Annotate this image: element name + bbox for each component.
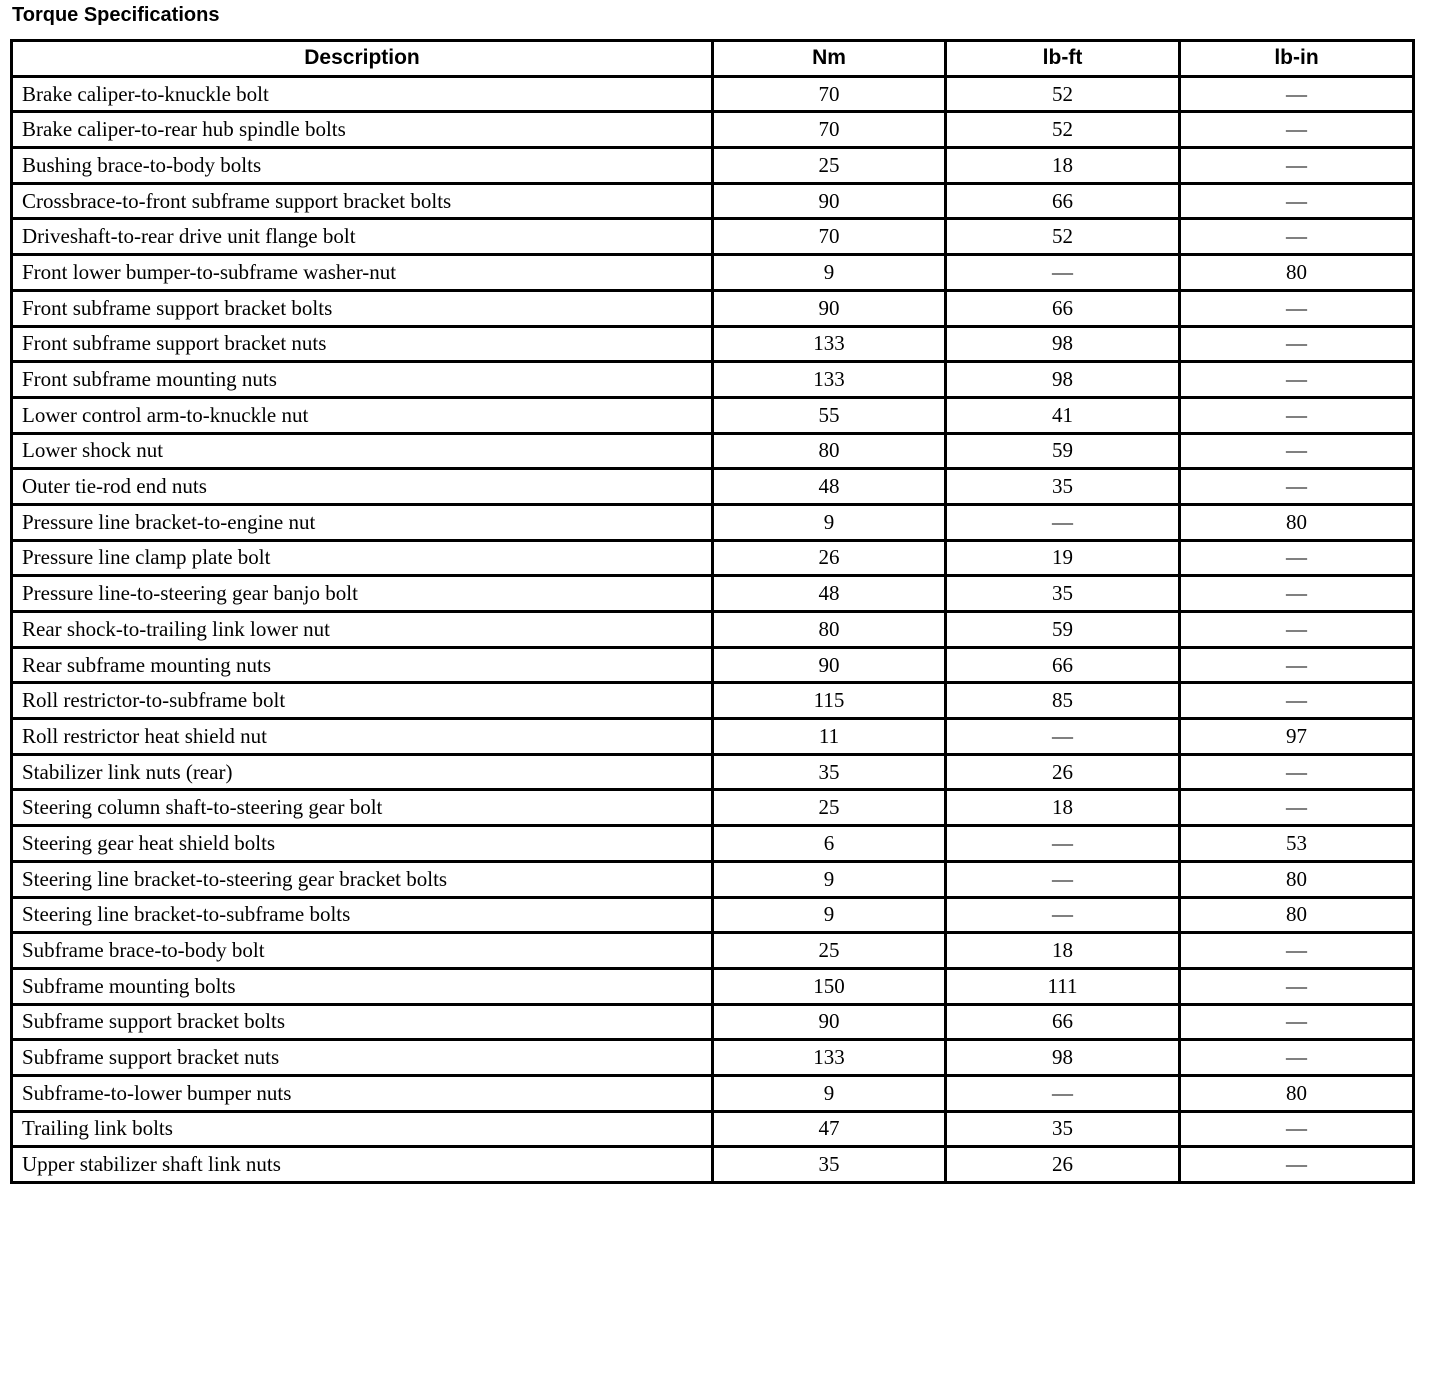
cell-nm: 25 <box>713 148 946 184</box>
cell-description: Steering line bracket-to-subframe bolts <box>12 897 713 933</box>
cell-lbin: 80 <box>1180 861 1414 897</box>
cell-nm: 9 <box>713 861 946 897</box>
cell-description: Outer tie-rod end nuts <box>12 469 713 505</box>
cell-lbin: — <box>1180 1004 1414 1040</box>
table-row <box>12 433 1414 469</box>
cell-description: Front subframe support bracket nuts <box>12 326 713 362</box>
cell-lbft: — <box>946 826 1180 862</box>
cell-description: Front subframe mounting nuts <box>12 362 713 398</box>
cell-lbft: 52 <box>946 76 1180 112</box>
cell-lbft: 98 <box>946 1040 1180 1076</box>
cell-description: Subframe brace-to-body bolt <box>12 933 713 969</box>
cell-description: Brake caliper-to-knuckle bolt <box>12 76 713 112</box>
cell-description: Steering line bracket-to-steering gear bracket bolts <box>12 861 713 897</box>
table-row <box>12 790 1414 826</box>
cell-description: Brake caliper-to-rear hub spindle bolts <box>12 112 713 148</box>
cell-lbin: 80 <box>1180 255 1414 291</box>
cell-description: Crossbrace-to-front subframe support bracket bolts <box>12 183 713 219</box>
cell-description: Roll restrictor-to-subframe bolt <box>12 683 713 719</box>
cell-nm: 35 <box>713 754 946 790</box>
cell-lbin: — <box>1180 1111 1414 1147</box>
cell-description: Pressure line bracket-to-engine nut <box>12 504 713 540</box>
cell-nm: 150 <box>713 968 946 1004</box>
cell-description: Bushing brace-to-body bolts <box>12 148 713 184</box>
cell-lbft: 26 <box>946 1147 1180 1183</box>
cell-description: Subframe mounting bolts <box>12 968 713 1004</box>
table-row <box>12 1040 1414 1076</box>
cell-lbft: 66 <box>946 647 1180 683</box>
table-row <box>12 183 1414 219</box>
cell-lbin: — <box>1180 683 1414 719</box>
cell-description: Front lower bumper-to-subframe washer-nut <box>12 255 713 291</box>
cell-nm: 9 <box>713 897 946 933</box>
cell-description: Trailing link bolts <box>12 1111 713 1147</box>
cell-lbin: — <box>1180 183 1414 219</box>
cell-lbft: — <box>946 1075 1180 1111</box>
header-lbft: lb-ft <box>946 41 1180 77</box>
cell-nm: 48 <box>713 469 946 505</box>
cell-description: Subframe support bracket bolts <box>12 1004 713 1040</box>
cell-description: Subframe-to-lower bumper nuts <box>12 1075 713 1111</box>
cell-nm: 70 <box>713 219 946 255</box>
cell-description: Lower shock nut <box>12 433 713 469</box>
cell-lbft: 59 <box>946 612 1180 648</box>
cell-lbft: 35 <box>946 469 1180 505</box>
table-row <box>12 540 1414 576</box>
table-row <box>12 148 1414 184</box>
cell-nm: 133 <box>713 362 946 398</box>
cell-lbin: 97 <box>1180 719 1414 755</box>
cell-lbft: 52 <box>946 112 1180 148</box>
cell-nm: 55 <box>713 397 946 433</box>
cell-nm: 90 <box>713 290 946 326</box>
cell-description: Rear subframe mounting nuts <box>12 647 713 683</box>
table-row <box>12 647 1414 683</box>
table-row <box>12 76 1414 112</box>
cell-description: Pressure line-to-steering gear banjo bolt <box>12 576 713 612</box>
cell-lbft: 18 <box>946 790 1180 826</box>
cell-nm: 115 <box>713 683 946 719</box>
cell-lbin: — <box>1180 1040 1414 1076</box>
table-row <box>12 1111 1414 1147</box>
cell-lbft: — <box>946 897 1180 933</box>
cell-lbft: — <box>946 255 1180 291</box>
table-row <box>12 933 1414 969</box>
cell-description: Rear shock-to-trailing link lower nut <box>12 612 713 648</box>
cell-nm: 11 <box>713 719 946 755</box>
cell-lbin: — <box>1180 326 1414 362</box>
cell-lbft: 98 <box>946 326 1180 362</box>
table-row <box>12 826 1414 862</box>
cell-nm: 35 <box>713 1147 946 1183</box>
header-row <box>12 41 1414 77</box>
table-row <box>12 968 1414 1004</box>
cell-lbft: 19 <box>946 540 1180 576</box>
cell-lbin: — <box>1180 540 1414 576</box>
cell-nm: 90 <box>713 647 946 683</box>
cell-lbin: 80 <box>1180 897 1414 933</box>
table-row <box>12 1004 1414 1040</box>
table-row <box>12 362 1414 398</box>
cell-lbft: 66 <box>946 1004 1180 1040</box>
cell-lbin: — <box>1180 933 1414 969</box>
cell-nm: 90 <box>713 183 946 219</box>
cell-lbin: — <box>1180 112 1414 148</box>
table-row <box>12 290 1414 326</box>
cell-description: Roll restrictor heat shield nut <box>12 719 713 755</box>
cell-lbin: — <box>1180 469 1414 505</box>
cell-nm: 9 <box>713 504 946 540</box>
cell-description: Driveshaft-to-rear drive unit flange bolt <box>12 219 713 255</box>
cell-lbft: 52 <box>946 219 1180 255</box>
cell-lbft: — <box>946 861 1180 897</box>
header-nm: Nm <box>713 41 946 77</box>
cell-nm: 6 <box>713 826 946 862</box>
table-row <box>12 612 1414 648</box>
cell-description: Subframe support bracket nuts <box>12 1040 713 1076</box>
cell-nm: 80 <box>713 433 946 469</box>
cell-nm: 25 <box>713 933 946 969</box>
cell-nm: 133 <box>713 1040 946 1076</box>
cell-lbft: 35 <box>946 576 1180 612</box>
cell-lbin: — <box>1180 968 1414 1004</box>
cell-lbft: — <box>946 719 1180 755</box>
table-row <box>12 504 1414 540</box>
cell-lbin: 53 <box>1180 826 1414 862</box>
cell-description: Lower control arm-to-knuckle nut <box>12 397 713 433</box>
header-description: Description <box>12 41 713 77</box>
cell-description: Front subframe support bracket bolts <box>12 290 713 326</box>
cell-lbin: — <box>1180 433 1414 469</box>
cell-lbft: 98 <box>946 362 1180 398</box>
table-row <box>12 719 1414 755</box>
cell-description: Stabilizer link nuts (rear) <box>12 754 713 790</box>
table-row <box>12 1147 1414 1183</box>
cell-nm: 90 <box>713 1004 946 1040</box>
cell-lbft: 59 <box>946 433 1180 469</box>
cell-lbft: 66 <box>946 290 1180 326</box>
cell-lbin: — <box>1180 754 1414 790</box>
table-row <box>12 861 1414 897</box>
cell-lbin: — <box>1180 148 1414 184</box>
torque-specifications-table <box>10 39 1415 1184</box>
cell-lbin: — <box>1180 612 1414 648</box>
table-row <box>12 683 1414 719</box>
cell-lbft: 26 <box>946 754 1180 790</box>
cell-lbft: 18 <box>946 148 1180 184</box>
cell-lbft: 35 <box>946 1111 1180 1147</box>
cell-description: Pressure line clamp plate bolt <box>12 540 713 576</box>
cell-nm: 70 <box>713 76 946 112</box>
cell-lbin: — <box>1180 647 1414 683</box>
cell-lbin: — <box>1180 790 1414 826</box>
cell-lbft: 18 <box>946 933 1180 969</box>
cell-nm: 9 <box>713 1075 946 1111</box>
cell-lbin: — <box>1180 576 1414 612</box>
table-row <box>12 397 1414 433</box>
cell-lbft: 111 <box>946 968 1180 1004</box>
cell-lbin: 80 <box>1180 1075 1414 1111</box>
cell-nm: 133 <box>713 326 946 362</box>
cell-description: Steering column shaft-to-steering gear bolt <box>12 790 713 826</box>
cell-lbin: — <box>1180 397 1414 433</box>
table-row <box>12 469 1414 505</box>
cell-nm: 47 <box>713 1111 946 1147</box>
cell-lbin: — <box>1180 290 1414 326</box>
cell-lbin: 80 <box>1180 504 1414 540</box>
cell-lbft: 85 <box>946 683 1180 719</box>
table-row <box>12 112 1414 148</box>
page-title: Torque Specifications <box>12 4 220 26</box>
cell-nm: 26 <box>713 540 946 576</box>
cell-lbin: — <box>1180 1147 1414 1183</box>
cell-nm: 25 <box>713 790 946 826</box>
cell-description: Upper stabilizer shaft link nuts <box>12 1147 713 1183</box>
cell-nm: 80 <box>713 612 946 648</box>
cell-nm: 48 <box>713 576 946 612</box>
table-header <box>12 41 1414 77</box>
cell-lbft: 66 <box>946 183 1180 219</box>
table-row <box>12 326 1414 362</box>
cell-lbin: — <box>1180 76 1414 112</box>
cell-nm: 70 <box>713 112 946 148</box>
table-row <box>12 219 1414 255</box>
table-row <box>12 1075 1414 1111</box>
table-row <box>12 576 1414 612</box>
cell-description: Steering gear heat shield bolts <box>12 826 713 862</box>
cell-lbin: — <box>1180 219 1414 255</box>
cell-nm: 9 <box>713 255 946 291</box>
header-lbin: lb-in <box>1180 41 1414 77</box>
cell-lbft: — <box>946 504 1180 540</box>
table-row <box>12 754 1414 790</box>
table-row <box>12 897 1414 933</box>
table-body <box>12 76 1414 1182</box>
table-row <box>12 255 1414 291</box>
cell-lbft: 41 <box>946 397 1180 433</box>
cell-lbin: — <box>1180 362 1414 398</box>
